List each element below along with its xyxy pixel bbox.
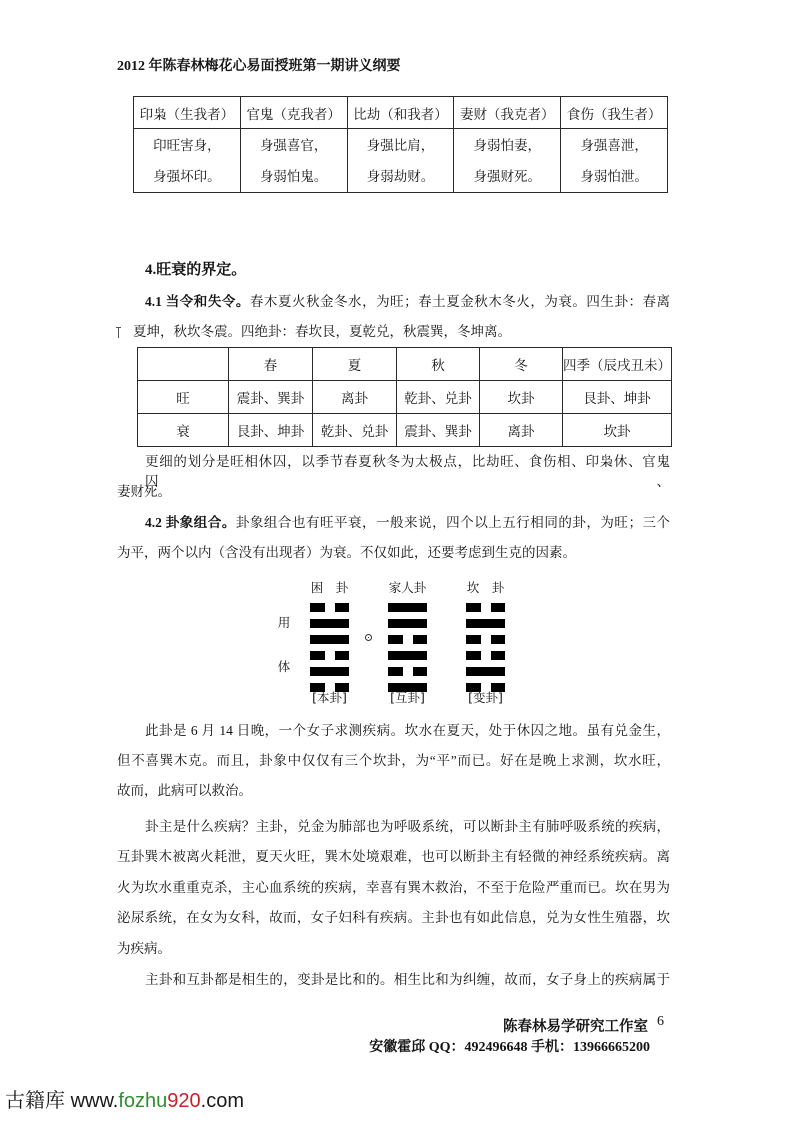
- hexagram-line-yang: [310, 635, 349, 644]
- paragraph-line: 为平，两个以内（含没有出现者）为衰。不仅如此，还要考虑到生克的因素。: [117, 545, 576, 560]
- hexagram-line-yin-segment: [335, 651, 349, 660]
- hexagram-line-yang: [466, 667, 505, 676]
- subsection-lead: 4.1 当令和失令。: [145, 294, 250, 309]
- paragraph-line: 妻财死。: [117, 484, 171, 499]
- cell-line: 身弱劫财。: [366, 168, 435, 184]
- table-cell: 震卦、巽卦: [229, 381, 313, 414]
- table-header-row: [134, 97, 668, 129]
- hexagram-line-yin-segment: [466, 651, 481, 660]
- hexagram-line-yang: [466, 619, 505, 628]
- watermark-url-suffix: .com: [200, 1090, 245, 1112]
- paragraph-line: 但不喜巽木克。而且，卦象中仅仅有三个坎卦，为“平”而已。好在是晚上求测，坎水旺，: [117, 753, 670, 768]
- paragraph-line: [145, 513, 670, 533]
- hexagram-line-yin-segment: [310, 651, 325, 660]
- table-header-row: [138, 348, 672, 381]
- cell-line: 身弱怕泄。: [580, 168, 648, 184]
- table-header-cell: 印枭（生我者）: [134, 97, 241, 129]
- table-row: [138, 414, 672, 447]
- table-cell: 艮卦、坤卦: [229, 414, 313, 447]
- subsection-lead: 4.2 卦象组合。: [145, 515, 236, 530]
- table-header-cell: 夏: [313, 348, 397, 381]
- hexagram-name: 家人卦: [388, 580, 427, 595]
- hexagram-name: 困 卦: [310, 580, 349, 595]
- hexagram-line-yin-segment: [335, 603, 349, 612]
- hexagram-bian-gua: [466, 603, 505, 693]
- paragraph-line: 此卦是 6 月 14 日晚，一个女子求测疾病。坎水在夏天，处于休囚之地。虽有兑金生，: [145, 723, 670, 738]
- separator-circle-mark: [365, 634, 372, 641]
- table-cell: [561, 129, 668, 193]
- hexagram-line-yin-segment: [388, 667, 403, 676]
- cell-line: 身强喜泄，: [580, 137, 648, 153]
- page-number: 6: [657, 1014, 664, 1029]
- ti-label: 体: [277, 659, 291, 674]
- hexagram-role: [互卦]: [390, 690, 425, 705]
- paragraph-line: [145, 292, 670, 312]
- table-header-cell: 官鬼（克我者）: [240, 97, 347, 129]
- paragraph-line: 火为坎水重重克杀，主心血系统的疾病，幸喜有巽木救治，不至于危险严重而已。坎在男为: [117, 880, 670, 895]
- hexagram-line-yin-segment: [491, 651, 505, 660]
- paragraph-line: 泌尿系统，在女为女科，故而，女子妇科有疾病。主卦也有如此信息，兑为女性生殖器，坎: [117, 910, 670, 925]
- hexagram-ben-gua: [310, 603, 349, 693]
- table-cell: [454, 129, 561, 193]
- yong-label: 用: [277, 615, 291, 630]
- cell-line: 身强喜官，: [259, 137, 328, 153]
- site-watermark: [5, 1088, 244, 1114]
- table-cell: 离卦: [480, 414, 563, 447]
- paragraph-line: 卦主是什么疾病？主卦，兑金为肺部也为呼吸系统，可以断卦主有肺呼吸系统的疾病，: [145, 819, 670, 834]
- table-cell: [134, 129, 241, 193]
- text-cursor-mark: [118, 327, 119, 338]
- hexagram-line-yin-segment: [413, 667, 427, 676]
- relations-table: [133, 96, 668, 193]
- table-header-cell: [138, 348, 229, 381]
- cell-line: 身弱怕妻，: [473, 137, 542, 153]
- table-cell: 乾卦、兑卦: [397, 381, 480, 414]
- table-cell: 乾卦、兑卦: [313, 414, 397, 447]
- hexagram-line-yang: [388, 619, 427, 628]
- table-header-cell: 冬: [480, 348, 563, 381]
- hexagram-hu-gua: [388, 603, 427, 693]
- paragraph-line: 互卦巽木被离火耗泄，夏天火旺，巽木处境艰难，也可以断卦主有轻微的神经系统疾病。离: [117, 849, 670, 864]
- hexagram-line-yin-segment: [388, 635, 403, 644]
- table-cell: [347, 129, 454, 193]
- paragraph-line: 更细的划分是旺相休囚，以季节春夏秋冬为太极点，比劫旺、食伤相、印枭休、官鬼囚、: [145, 454, 670, 489]
- paragraph-line: 夏坤，秋坎冬震。四绝卦：春坎艮，夏乾兑，秋震巽，冬坤离。: [133, 324, 511, 339]
- paragraph-line: 为疾病。: [117, 941, 171, 956]
- table-header-cell: 食伤（我生者）: [561, 97, 668, 129]
- hexagram-name: 坎 卦: [466, 580, 505, 595]
- hexagram-line-yang: [310, 667, 349, 676]
- cell-line: 身强坏印。: [153, 168, 221, 184]
- table-header-cell: 妻财（我克者）: [454, 97, 561, 129]
- row-label: 衰: [138, 414, 229, 447]
- cell-line: 身强比肩，: [366, 137, 435, 153]
- season-table: [137, 347, 672, 447]
- cell-line: 印旺害身，: [153, 137, 221, 153]
- table-cell: 坎卦: [480, 381, 563, 414]
- paragraph-text: 卦象组合也有旺平衰，一般来说，四个以上五行相同的卦，为旺；三个: [235, 515, 670, 530]
- footer-studio-name: 陈春林易学研究工作室: [503, 1019, 648, 1035]
- hexagram-line-yang: [388, 603, 427, 612]
- table-header-cell: 秋: [397, 348, 480, 381]
- table-cell: 艮卦、坤卦: [563, 381, 672, 414]
- hexagram-line-yang: [388, 651, 427, 660]
- table-header-cell: 四季（辰戌丑未）: [563, 348, 672, 381]
- cell-line: 身弱怕鬼。: [259, 168, 328, 184]
- table-cell: 震卦、巽卦: [397, 414, 480, 447]
- document-title: 2012 年陈春林梅花心易面授班第一期讲义纲要: [117, 59, 401, 74]
- table-row: [134, 129, 668, 193]
- hexagram-line-yin-segment: [466, 635, 481, 644]
- watermark-url-green: fozhu: [118, 1090, 168, 1112]
- table-header-cell: 比劫（和我者）: [347, 97, 454, 129]
- hexagram-line-yin-segment: [491, 603, 505, 612]
- paragraph-line: 主卦和互卦都是相生的，变卦是比和的。相生比和为纠缠，故而，女子身上的疾病属于: [145, 972, 670, 987]
- table-cell: 坎卦: [563, 414, 672, 447]
- hexagram-line-yang: [310, 619, 349, 628]
- section-heading: 4.旺衰的界定。: [145, 262, 247, 278]
- footer-contact: 安徽霍邱 QQ：492496648 手机：13966665200: [369, 1040, 650, 1055]
- row-label: 旺: [138, 381, 229, 414]
- hexagram-line-yin-segment: [413, 635, 427, 644]
- hexagram-line-yin-segment: [310, 603, 325, 612]
- hexagram-line-yin-segment: [466, 603, 481, 612]
- cell-line: 身强财死。: [473, 168, 542, 184]
- table-cell: [240, 129, 347, 193]
- paragraph-text: 春木夏火秋金冬水，为旺；春土夏金秋木冬火，为衰。四生卦：春离: [249, 294, 671, 309]
- watermark-site-name: 古籍库: [5, 1090, 65, 1112]
- table-cell: 离卦: [313, 381, 397, 414]
- hexagram-line-yin-segment: [491, 635, 505, 644]
- paragraph-line: 故而，此病可以救治。: [117, 783, 252, 798]
- watermark-url-prefix: www.: [70, 1090, 119, 1112]
- table-header-cell: 春: [229, 348, 313, 381]
- hexagram-role: [变卦]: [468, 690, 503, 705]
- table-row: [138, 381, 672, 414]
- watermark-url-red: 920: [167, 1090, 201, 1112]
- hexagram-role: [本卦]: [312, 690, 347, 705]
